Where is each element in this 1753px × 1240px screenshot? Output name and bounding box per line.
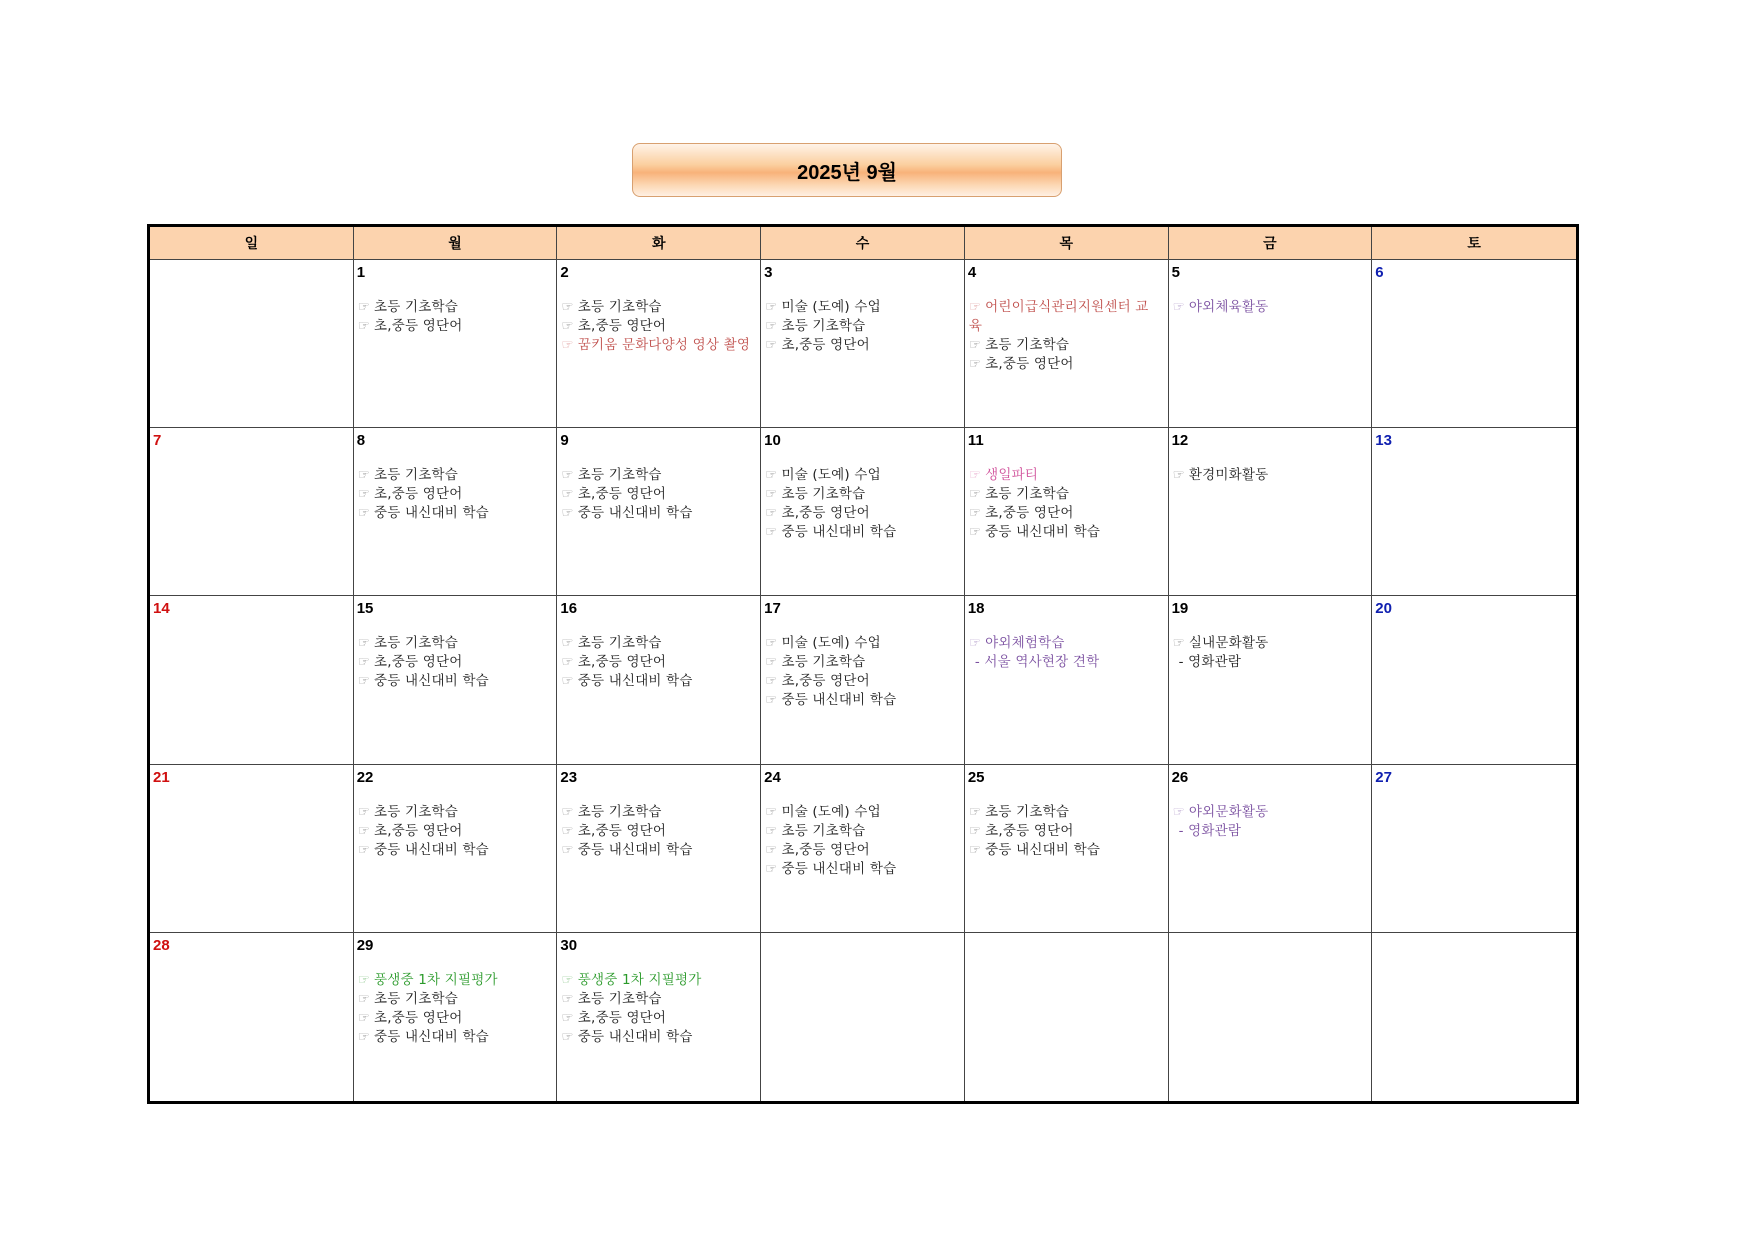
pointing-hand-icon: ☞ [968,505,982,522]
event-item [358,990,549,1009]
pointing-hand-icon: ☞ [561,673,574,690]
event-item [969,485,1160,504]
pointing-hand-icon: ☞ [357,673,371,690]
event-item [765,803,956,822]
pointing-hand-icon: ☞ [357,990,371,1007]
weekday-header: 목 [965,227,1169,260]
pointing-hand-icon: ☞ [1172,467,1185,484]
day-cell[interactable] [557,428,761,596]
pointing-hand-icon: ☞ [968,841,982,858]
event-list [1173,298,1364,317]
pointing-hand-icon: ☞ [561,299,574,315]
day-cell[interactable] [1372,765,1576,933]
event-text: 초,중등 영단어 [374,1009,463,1026]
event-item [561,841,752,860]
event-item [765,298,956,317]
event-item [1173,822,1364,841]
event-text: 야외문화활동 [1188,803,1269,820]
event-item [969,523,1160,542]
event-item [969,298,1160,336]
pointing-hand-icon: ☞ [968,486,982,503]
event-text: 초등 기초학습 [985,803,1070,820]
pointing-hand-icon: ☞ [765,841,778,858]
pointing-hand-icon: ☞ [357,467,371,484]
event-list [358,971,549,1047]
weekday-header: 화 [557,227,761,260]
pointing-hand-icon: ☞ [765,860,778,877]
event-text: 초,중등 영단어 [781,673,870,690]
pointing-hand-icon: ☞ [765,803,778,820]
event-text: 중등 내신대비 학습 [577,1028,693,1045]
event-list [1173,466,1364,485]
event-text: 풍생중 1차 지필평가 [577,971,702,988]
event-text: 미술 (도예) 수업 [781,803,881,820]
event-item [561,653,752,672]
event-text: 중등 내신대비 학습 [577,673,693,690]
pointing-hand-icon: ☞ [357,486,371,503]
event-item [358,466,549,485]
event-text: 초,중등 영단어 [577,822,667,839]
event-text: 중등 내신대비 학습 [374,1028,489,1045]
pointing-hand-icon: ☞ [765,654,778,671]
day-cell[interactable] [557,596,761,764]
event-list [765,466,956,542]
day-cell[interactable] [354,260,558,428]
event-item [1173,653,1364,672]
event-text: 초등 기초학습 [374,635,458,652]
event-text: 초등 기초학습 [985,337,1070,353]
event-text: 중등 내신대비 학습 [577,841,693,858]
day-cell[interactable] [965,765,1169,933]
pointing-hand-icon: ☞ [968,822,982,839]
event-text: 꿈키움 문화다양성 영상 촬영 [577,337,751,353]
day-number: 16 [560,600,578,618]
pointing-hand-icon: ☞ [561,467,574,484]
event-text: 중등 내신대비 학습 [985,524,1101,541]
event-text: - 서울 역사현장 견학 [974,654,1100,671]
day-number: 9 [560,432,569,450]
event-item [765,523,956,542]
pointing-hand-icon: ☞ [357,822,371,839]
day-cell[interactable] [965,428,1169,596]
event-item [358,841,549,860]
day-number: 7 [153,432,162,450]
event-text: 초등 기초학습 [374,467,458,484]
day-number: 27 [1375,768,1392,786]
event-text: 미술 (도예) 수업 [781,635,881,652]
event-item [969,822,1160,841]
event-text: 풍생중 1차 지필평가 [374,971,498,988]
event-item [969,336,1160,355]
event-list [969,298,1160,374]
day-number: 6 [1375,264,1384,281]
pointing-hand-icon: ☞ [357,971,371,988]
event-item [561,990,752,1009]
day-cell[interactable] [150,260,354,428]
event-text: 초,중등 영단어 [985,822,1074,839]
event-item [358,1028,549,1047]
day-cell[interactable] [150,933,354,1101]
event-list [358,634,549,691]
pointing-hand-icon: ☞ [968,467,982,484]
day-number: 22 [356,768,374,786]
day-number: 4 [967,264,977,281]
day-number: 30 [560,936,578,954]
pointing-hand-icon: ☞ [968,524,982,541]
day-cell[interactable] [1169,428,1373,596]
pointing-hand-icon: ☞ [765,337,778,353]
pointing-hand-icon: ☞ [561,822,574,839]
event-item [969,841,1160,860]
event-item [969,504,1160,523]
calendar-grid [147,224,1579,1104]
event-item [765,860,956,879]
pointing-hand-icon: ☞ [561,337,574,353]
pointing-hand-icon: ☞ [765,822,778,839]
day-cell[interactable] [761,428,965,596]
event-item [765,841,956,860]
day-cell[interactable] [1169,596,1373,764]
event-item [969,653,1160,672]
event-text: 초등 기초학습 [577,299,662,315]
pointing-hand-icon: ☞ [765,299,778,315]
event-text: 초등 기초학습 [577,990,662,1007]
event-item [561,336,752,355]
day-number: 11 [967,432,984,450]
event-list [358,466,549,523]
event-text: 초,중등 영단어 [374,654,463,671]
pointing-hand-icon: ☞ [765,673,778,690]
event-text: 초,중등 영단어 [577,318,667,334]
day-cell[interactable] [354,596,558,764]
event-item [765,691,956,710]
pointing-hand-icon: ☞ [968,635,982,652]
event-item [358,298,549,317]
day-number: 5 [1171,264,1180,281]
day-number: 18 [967,600,985,618]
event-item [765,466,956,485]
day-cell[interactable] [150,428,354,596]
pointing-hand-icon: ☞ [357,635,371,652]
day-number: 1 [356,264,366,281]
day-number: 23 [560,768,578,786]
pointing-hand-icon: ☞ [357,1009,371,1026]
event-list [1173,803,1364,841]
event-text: 초등 기초학습 [781,654,866,671]
day-number: 13 [1375,432,1392,450]
event-item [358,504,549,523]
event-text: - 영화관람 [1178,654,1242,671]
event-item [765,336,956,355]
event-item [358,317,549,336]
pointing-hand-icon: ☞ [765,318,778,334]
day-number: 20 [1375,600,1392,618]
day-number: 8 [356,432,366,450]
day-number: 14 [153,600,170,618]
day-number: 21 [153,768,170,786]
day-cell[interactable] [761,260,965,428]
event-text: 초,중등 영단어 [985,356,1074,372]
pointing-hand-icon: ☞ [561,1009,574,1026]
event-text: 초,중등 영단어 [985,505,1074,522]
event-item [358,672,549,691]
event-text: 중등 내신대비 학습 [374,841,489,858]
event-item [765,672,956,691]
pointing-hand-icon: ☞ [357,841,371,858]
day-cell[interactable] [150,596,354,764]
event-item [765,653,956,672]
event-text: 생일파티 [985,467,1039,484]
event-text: 중등 내신대비 학습 [374,673,489,690]
day-cell[interactable] [354,933,558,1101]
pointing-hand-icon: ☞ [561,803,574,820]
event-item [358,634,549,653]
event-text: 초,중등 영단어 [577,486,667,503]
pointing-hand-icon: ☞ [561,654,574,671]
event-text: 초등 기초학습 [781,486,866,503]
event-text: 초등 기초학습 [577,803,662,820]
pointing-hand-icon: ☞ [765,505,778,522]
calendar-title: 2025년 9월 [632,143,1062,197]
pointing-hand-icon: ☞ [561,971,574,988]
day-number: 28 [153,936,170,954]
event-item [561,485,752,504]
pointing-hand-icon: ☞ [561,635,574,652]
event-text: 초등 기초학습 [985,486,1070,503]
pointing-hand-icon: ☞ [968,299,982,315]
pointing-hand-icon: ☞ [357,299,371,315]
day-cell[interactable] [557,933,761,1101]
day-number: 2 [560,264,569,281]
pointing-hand-icon: ☞ [561,841,574,858]
day-cell[interactable] [761,765,965,933]
event-list [969,803,1160,860]
day-cell[interactable] [1169,933,1373,1101]
day-cell[interactable] [354,765,558,933]
event-item [561,634,752,653]
pointing-hand-icon: ☞ [968,803,982,820]
pointing-hand-icon: ☞ [765,467,778,484]
event-item [358,485,549,504]
event-text: 야외체험학습 [985,635,1065,652]
event-text: 초등 기초학습 [374,803,458,820]
event-list [561,803,752,860]
day-cell[interactable] [150,765,354,933]
pointing-hand-icon: ☞ [968,356,982,372]
event-text: 환경미화활동 [1188,467,1269,484]
pointing-hand-icon: ☞ [357,505,371,522]
event-list [765,803,956,879]
day-number: 17 [764,600,781,618]
event-item [1173,634,1364,653]
event-text: 초,중등 영단어 [577,1009,667,1026]
event-item [561,1009,752,1028]
day-cell[interactable] [1372,428,1576,596]
event-text: 중등 내신대비 학습 [985,841,1101,858]
day-number: 3 [764,264,773,281]
event-list [765,634,956,710]
event-list [765,298,956,355]
event-text: 중등 내신대비 학습 [374,505,489,522]
event-text: 초등 기초학습 [577,635,662,652]
day-number: 29 [356,936,374,954]
event-text: 중등 내신대비 학습 [577,505,693,522]
event-text: 초등 기초학습 [577,467,662,484]
event-item [561,466,752,485]
day-cell[interactable] [1372,260,1576,428]
event-text: 중등 내신대비 학습 [781,524,897,541]
event-text: 초,중등 영단어 [374,822,463,839]
event-item [969,634,1160,653]
event-item [765,485,956,504]
pointing-hand-icon: ☞ [357,318,371,334]
day-cell[interactable] [557,260,761,428]
day-cell[interactable] [1169,765,1373,933]
event-item [358,971,549,990]
event-item [561,822,752,841]
event-item [561,971,752,990]
event-text: 초,중등 영단어 [374,318,463,334]
day-cell[interactable] [1372,596,1576,764]
pointing-hand-icon: ☞ [561,990,574,1007]
event-text: - 영화관람 [1178,822,1242,839]
day-cell[interactable] [965,933,1169,1101]
event-text: 중등 내신대비 학습 [781,860,897,877]
event-text: 야외체육활동 [1188,299,1269,315]
pointing-hand-icon: ☞ [1172,635,1185,652]
weekday-header: 일 [150,227,354,260]
event-list [1173,634,1364,672]
pointing-hand-icon: ☞ [1172,299,1185,315]
day-number: 12 [1171,432,1189,450]
pointing-hand-icon: ☞ [357,1028,371,1045]
event-list [358,298,549,336]
pointing-hand-icon: ☞ [968,337,982,353]
day-cell[interactable] [354,428,558,596]
pointing-hand-icon: ☞ [561,486,574,503]
event-text: 미술 (도예) 수업 [781,467,881,484]
event-item [561,298,752,317]
day-number: 24 [764,768,781,786]
pointing-hand-icon: ☞ [1172,803,1185,820]
event-item [358,1009,549,1028]
event-item [358,653,549,672]
event-item [765,822,956,841]
weekday-header: 월 [354,227,558,260]
event-item [561,504,752,523]
event-list [561,971,752,1047]
event-text: 초등 기초학습 [781,318,866,334]
event-text: 초등 기초학습 [374,299,458,315]
day-number: 15 [356,600,374,618]
event-item [969,466,1160,485]
event-item [561,317,752,336]
day-cell[interactable] [965,596,1169,764]
pointing-hand-icon: ☞ [765,635,778,652]
day-number: 19 [1171,600,1189,618]
event-item [1173,803,1364,822]
event-item [969,803,1160,822]
event-item [358,822,549,841]
event-item [561,803,752,822]
pointing-hand-icon: ☞ [357,803,371,820]
event-item [765,634,956,653]
pointing-hand-icon: ☞ [357,654,371,671]
pointing-hand-icon: ☞ [765,524,778,541]
event-text: 초,중등 영단어 [781,337,870,353]
event-item [969,355,1160,374]
day-number: 26 [1171,768,1189,786]
weekday-header: 금 [1169,227,1373,260]
event-list [561,298,752,355]
event-list [561,466,752,523]
day-cell[interactable] [1372,933,1576,1101]
event-text: 중등 내신대비 학습 [781,692,897,709]
event-item [1173,298,1364,317]
event-text: 초등 기초학습 [781,822,866,839]
day-number: 25 [967,768,985,786]
pointing-hand-icon: ☞ [561,318,574,334]
pointing-hand-icon: ☞ [561,505,574,522]
pointing-hand-icon: ☞ [561,1028,574,1045]
pointing-hand-icon: ☞ [765,692,778,709]
event-list [358,803,549,860]
event-list [969,466,1160,542]
event-text: 초,중등 영단어 [781,505,870,522]
pointing-hand-icon: ☞ [765,486,778,503]
event-item [1173,466,1364,485]
day-cell[interactable] [761,933,965,1101]
event-item [765,317,956,336]
event-item [358,803,549,822]
event-text: 초,중등 영단어 [781,841,870,858]
day-cell[interactable] [1169,260,1373,428]
event-text: 미술 (도예) 수업 [781,299,881,315]
event-item [561,672,752,691]
weekday-header: 수 [761,227,965,260]
event-text: 초,중등 영단어 [577,654,667,671]
event-text: 실내문화활동 [1188,635,1269,652]
event-item [765,504,956,523]
day-cell[interactable] [965,260,1169,428]
event-text: 어린이급식관리지원센터 교육 [968,299,1149,334]
event-list [561,634,752,691]
event-text: 초,중등 영단어 [374,486,463,503]
weekday-header: 토 [1372,227,1576,260]
day-cell[interactable] [761,596,965,764]
event-list [969,634,1160,672]
event-item [561,1028,752,1047]
day-number: 10 [764,432,781,450]
event-text: 초등 기초학습 [374,990,458,1007]
day-cell[interactable] [557,765,761,933]
